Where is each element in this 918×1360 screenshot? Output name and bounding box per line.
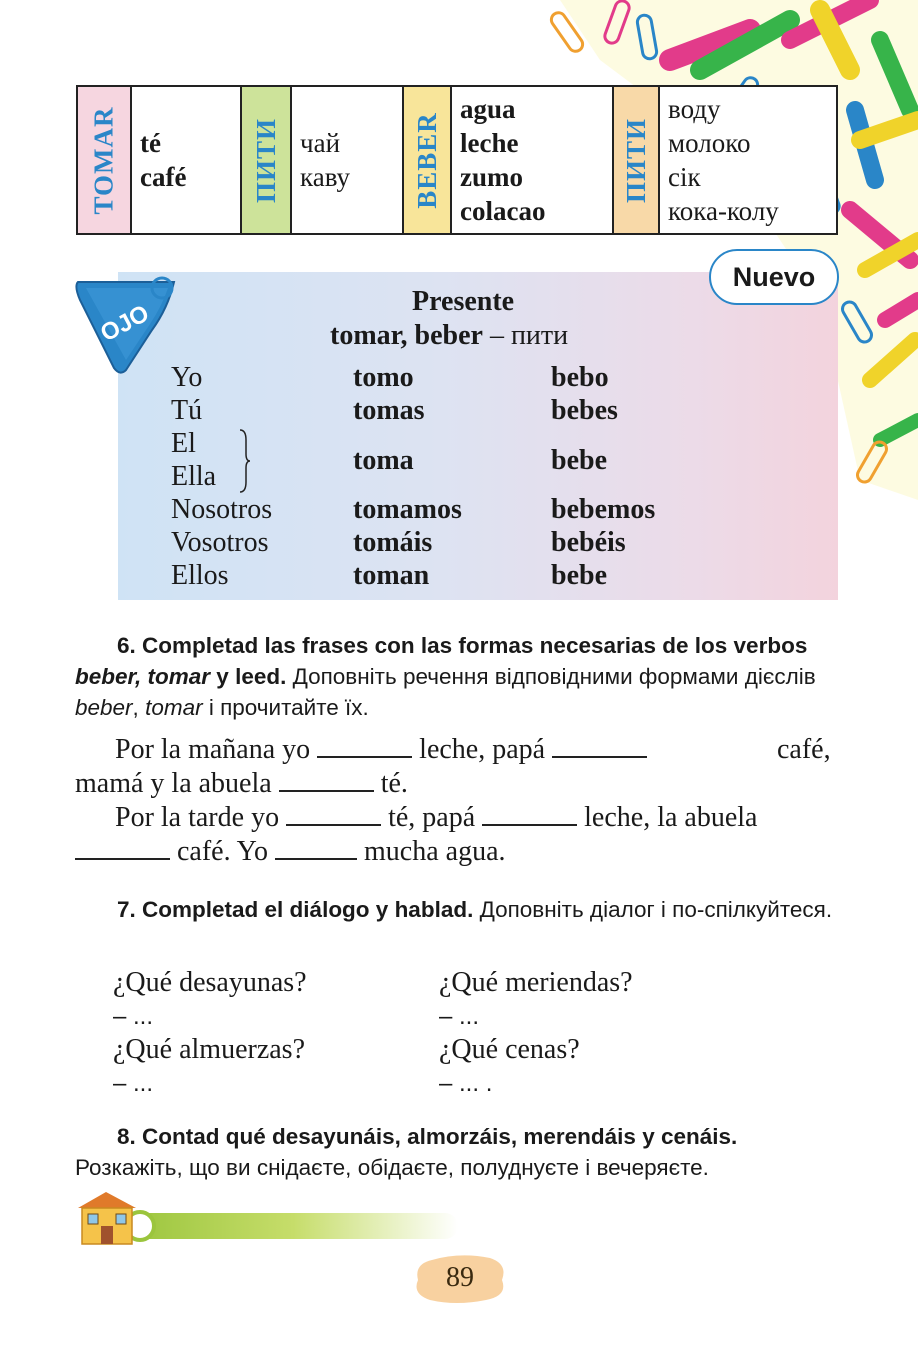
grammar-subtitle: [330, 320, 568, 352]
vocab-label-pyty-2: [614, 87, 660, 233]
conjugation-tomar: toma: [353, 445, 414, 476]
pronoun: Yo: [171, 362, 203, 393]
vocab-word: zumo: [460, 162, 523, 192]
vocab-word: leche: [460, 128, 519, 158]
answer-blank[interactable]: [279, 789, 374, 792]
dialog-answer: – ...: [113, 1070, 154, 1097]
task-number: 6.: [117, 633, 136, 658]
grammar-subtitle-verbs: tomar, beber: [330, 320, 483, 351]
vocab-words-pyty-1: [292, 87, 404, 233]
vocab-label-beber: [404, 87, 452, 233]
task-8-instructions: [75, 1121, 839, 1183]
exercise-text: café,: [777, 734, 831, 765]
vocab-label-text: ПИТИ: [250, 117, 281, 203]
dialog-question: ¿Qué almuerzas?: [113, 1034, 305, 1065]
exercise-line: [115, 734, 647, 766]
exercise-text: mucha agua.: [364, 836, 506, 867]
answer-blank[interactable]: [286, 823, 381, 826]
task-instruction-verb: tomar: [145, 695, 203, 720]
exercise-line: [75, 768, 408, 800]
answer-blank[interactable]: [552, 755, 647, 758]
conjugation-beber: bebéis: [551, 527, 626, 558]
conjugation-tomar: tomo: [353, 362, 414, 393]
task-instruction-verb: beber: [75, 695, 133, 720]
task-instruction-uk: Доповніть речення відповідними формами дієслів: [286, 664, 816, 689]
answer-blank[interactable]: [75, 857, 170, 860]
pronoun: El: [171, 428, 196, 459]
vocab-word: молоко: [668, 128, 751, 158]
task-instruction-verbs: beber, tomar: [75, 664, 211, 689]
vocab-word: agua: [460, 94, 516, 124]
brace-icon: [236, 428, 252, 494]
answer-blank[interactable]: [317, 755, 412, 758]
vocab-label-text: ПИТИ: [620, 117, 651, 203]
task-number: 7.: [117, 897, 136, 922]
vocab-label-text: BEBER: [411, 111, 442, 209]
exercise-text: té, papá: [388, 802, 476, 833]
answer-blank[interactable]: [275, 857, 357, 860]
house-icon: [78, 1190, 158, 1246]
task-instruction-es: Contad qué desayunáis, almorzáis, merendáis y cenáis.: [142, 1124, 738, 1149]
vocab-label-text: TOMAR: [88, 105, 119, 215]
conjugation-tomar: tomamos: [353, 494, 462, 525]
task-instruction-es: Completad el diálogo y hablad.: [142, 897, 474, 922]
vocab-label-pyty-1: [242, 87, 292, 233]
dialog-question: ¿Qué cenas?: [439, 1034, 580, 1065]
vocab-word: воду: [668, 94, 721, 124]
dialog-question: ¿Qué meriendas?: [439, 967, 633, 998]
ojo-eye-badge-icon: [72, 268, 180, 376]
vocab-word: кока-колу: [668, 196, 779, 226]
vocab-word: café: [140, 162, 187, 192]
task-number: 8.: [117, 1124, 136, 1149]
conjugation-tomar: toman: [353, 560, 430, 591]
vocab-word: чай: [300, 128, 341, 158]
pronoun: Ellos: [171, 560, 229, 591]
page-number: 89: [446, 1262, 474, 1293]
conjugation-beber: bebe: [551, 445, 607, 476]
ojo-label: OJO: [96, 299, 154, 348]
vocab-word: сік: [668, 162, 701, 192]
nuevo-badge: Nuevo: [709, 249, 839, 305]
vocab-word: каву: [300, 162, 351, 192]
footer-progress-bar: [128, 1213, 458, 1239]
conjugation-beber: bebe: [551, 560, 607, 591]
grammar-subtitle-translation: – пити: [482, 320, 569, 351]
pronoun: Ella: [171, 461, 217, 492]
exercise-text: Por la mañana yo: [115, 734, 311, 765]
task-instruction-es-end: y leed.: [210, 664, 287, 689]
dialog-answer: – ...: [439, 1003, 480, 1030]
conjugation-tomar: tomáis: [353, 527, 433, 558]
task-instruction-uk: Доповніть діалог і по-спілкуйтеся.: [473, 897, 833, 922]
exercise-text: Por la tarde yo: [115, 802, 280, 833]
vocabulary-table: [76, 85, 838, 235]
exercise-text: café. Yo: [177, 836, 268, 867]
task-7-instructions: [75, 894, 839, 925]
vocab-label-tomar: [78, 87, 132, 233]
task-instruction-uk: Розкажіть, що ви снідаєте, обідаєте, полуднуєте і вечеряєте.: [75, 1155, 709, 1180]
task-instruction-uk-end: і прочитайте їх.: [202, 695, 369, 720]
conjugation-beber: bebes: [551, 395, 618, 426]
pronoun: Nosotros: [171, 494, 273, 525]
vocab-word: colacao: [460, 196, 546, 226]
conjugation-tomar: tomas: [353, 395, 425, 426]
vocab-words-pyty-2: [660, 87, 836, 233]
conjugation-beber: bebemos: [551, 494, 656, 525]
dialog-question: ¿Qué desayunas?: [113, 967, 307, 998]
grammar-title: Presente: [412, 286, 515, 317]
grammar-box: [118, 272, 838, 600]
exercise-line: [75, 836, 506, 868]
exercise-text: té.: [380, 768, 408, 799]
pronoun: Vosotros: [171, 527, 269, 558]
exercise-text: leche, papá: [419, 734, 546, 765]
exercise-text: leche, la abuela: [584, 802, 758, 833]
task-instruction-es: Completad las frases con las formas necesarias de los verbos: [142, 633, 808, 658]
vocab-word: té: [140, 128, 161, 158]
dialog-answer: – ...: [113, 1003, 154, 1030]
vocab-words-beber: [452, 87, 614, 233]
conjugation-beber: bebo: [551, 362, 609, 393]
exercise-line: [115, 802, 757, 834]
answer-blank[interactable]: [482, 823, 577, 826]
exercise-text: mamá y la abuela: [75, 768, 272, 799]
task-6-instructions: [75, 630, 839, 723]
dialog-answer: – ... .: [439, 1070, 493, 1097]
vocab-words-tomar: [132, 87, 242, 233]
task-instruction-separator: ,: [132, 695, 146, 720]
pronoun: Tú: [171, 395, 203, 426]
